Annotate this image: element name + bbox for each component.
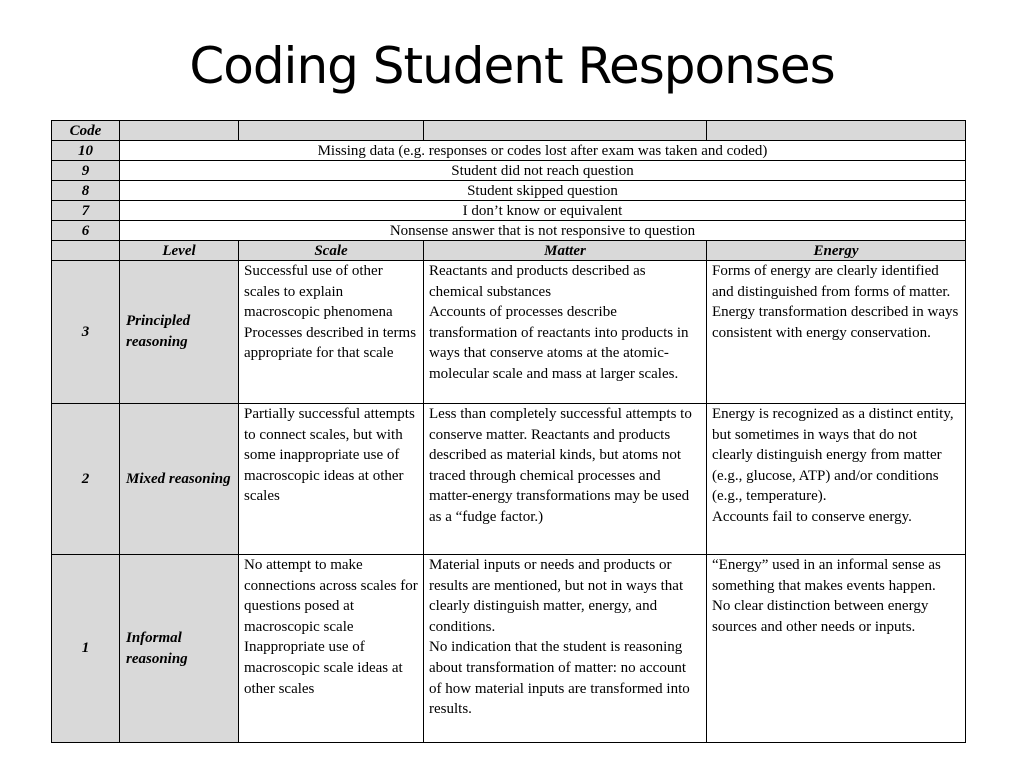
special-code-row	[52, 141, 966, 161]
special-code-number: 6	[52, 221, 120, 241]
matter-text: No indication that the student is reasoning about transformation of matter: no account of how material inputs are transformed into results.	[429, 639, 690, 718]
energy-text: Energy is recognized as a distinct entity, but sometimes in ways that do not clearly distinguish energy from matter (e.g., glucose, ATP) and/or conditions (e.g., temperature).	[712, 406, 954, 505]
special-code-number: 10	[52, 141, 120, 161]
special-code-description: I don’t know or equivalent	[120, 201, 966, 221]
matter-cell	[424, 261, 707, 404]
energy-cell	[707, 404, 966, 555]
level-number: 1	[52, 555, 120, 743]
matter-text: Reactants and products described as chemical substances	[429, 263, 646, 300]
scale-cell	[239, 555, 424, 743]
column-header-row	[52, 241, 966, 261]
special-code-description: Student did not reach question	[120, 161, 966, 181]
special-code-number: 9	[52, 161, 120, 181]
energy-cell	[707, 555, 966, 743]
coding-rubric-table	[51, 120, 966, 743]
energy-text: “Energy” used in an informal sense as something that makes events happen.	[712, 557, 941, 594]
special-code-description: Missing data (e.g. responses or codes lost after exam was taken and coded)	[120, 141, 966, 161]
scale-text: No attempt to make connections across scales for questions posed at macroscopic scale	[244, 557, 418, 635]
matter-text: Less than completely successful attempts to conserve matter. Reactants and products described as material kinds, but atoms not traced through chemical processes and matter-energy transformations may be used as a “fudge factor.)	[429, 406, 692, 525]
column-header-scale: Scale	[239, 241, 424, 261]
energy-text: No clear distinction between energy sources and other needs or inputs.	[712, 598, 929, 635]
special-code-row	[52, 201, 966, 221]
column-header-matter: Matter	[424, 241, 707, 261]
scale-cell	[239, 404, 424, 555]
energy-text: Accounts fail to conserve energy.	[712, 508, 912, 525]
level-number: 2	[52, 404, 120, 555]
table-header-row	[52, 121, 966, 141]
level-row	[52, 555, 966, 743]
level-number: 3	[52, 261, 120, 404]
scale-cell	[239, 261, 424, 404]
header-blank-cell	[120, 121, 239, 141]
level-row	[52, 404, 966, 555]
special-code-row	[52, 181, 966, 201]
special-code-row	[52, 221, 966, 241]
header-blank-cell	[239, 121, 424, 141]
matter-cell	[424, 404, 707, 555]
header-blank-cell	[707, 121, 966, 141]
scale-text: Processes described in terms appropriate for that scale	[244, 324, 417, 362]
level-name: Mixed reasoning	[120, 404, 239, 555]
energy-cell	[707, 261, 966, 404]
scale-text: Inappropriate use of macroscopic scale ideas at other scales	[244, 639, 403, 697]
matter-text: Accounts of processes describe transformation of reactants into products in ways that conserve atoms at the atomic-molecular scale and mass at larger scales.	[429, 304, 689, 382]
column-header-energy: Energy	[707, 241, 966, 261]
column-header-level: Level	[120, 241, 239, 261]
level-name: Informal reasoning	[120, 555, 239, 743]
special-code-description: Student skipped question	[120, 181, 966, 201]
energy-text: Energy transformation described in ways consistent with energy conservation.	[712, 304, 959, 341]
column-header-blank	[52, 241, 120, 261]
matter-text: Material inputs or needs and products or results are mentioned, but not in ways that clearly distinguish matter, energy, and conditions.	[429, 557, 684, 635]
matter-cell	[424, 555, 707, 743]
header-blank-cell	[424, 121, 707, 141]
code-header-cell: Code	[52, 121, 120, 141]
special-code-description: Nonsense answer that is not responsive to question	[120, 221, 966, 241]
slide-title: Coding Student Responses	[189, 37, 835, 95]
level-row	[52, 261, 966, 404]
level-name: Principled reasoning	[120, 261, 239, 404]
scale-text: Partially successful attempts to connect scales, but with some inappropriate use of macroscopic ideas at other scales	[244, 406, 415, 505]
special-code-number: 8	[52, 181, 120, 201]
scale-text: Successful use of other scales to explain macroscopic phenomena	[244, 263, 393, 321]
special-code-number: 7	[52, 201, 120, 221]
special-code-row	[52, 161, 966, 181]
energy-text: Forms of energy are clearly identified and distinguished from forms of matter.	[712, 263, 951, 300]
